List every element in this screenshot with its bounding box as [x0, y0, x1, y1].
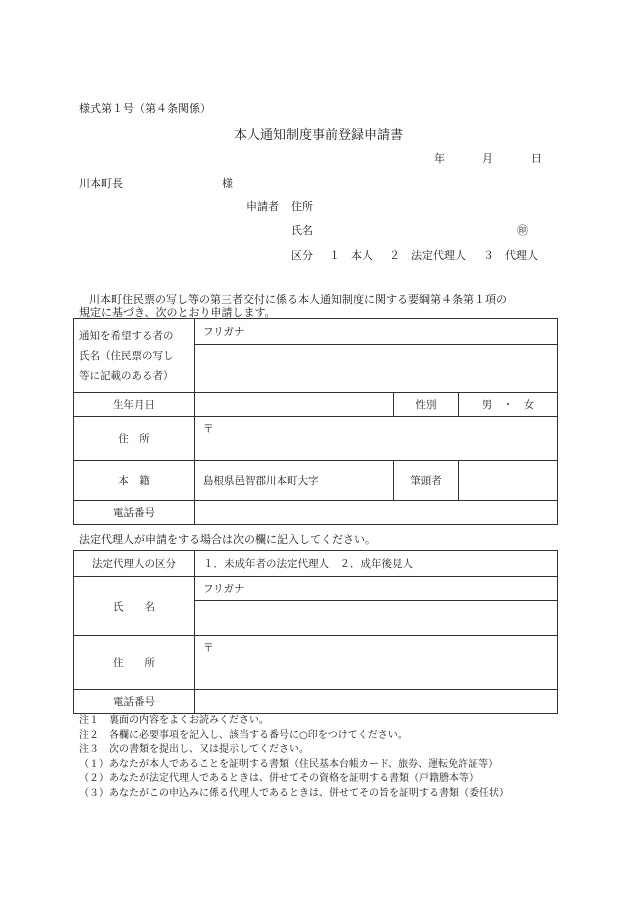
date-day-label: 日: [531, 152, 542, 165]
notify-furigana-field[interactable]: [195, 319, 558, 345]
notify-phone-field[interactable]: [195, 501, 558, 525]
household-head-field[interactable]: [459, 461, 558, 501]
postal-mark: 〒: [203, 642, 214, 654]
note-item: （２）あなたが法定代理人であるときは、併せてその資格を証明する書類（戸籍謄本等）: [79, 773, 479, 784]
notify-name-field[interactable]: [195, 345, 558, 393]
domicile-field[interactable]: [195, 461, 394, 501]
postal-mark: 〒: [203, 423, 214, 435]
applicant-category-label: 区分: [291, 249, 313, 262]
seal-mark: ㊞: [517, 224, 528, 237]
household-head-label: 筆頭者: [394, 461, 459, 501]
applicant-label: 申請者: [246, 200, 279, 213]
legal-rep-table: [73, 550, 558, 714]
category-option-agent[interactable]: ３ 代理人: [483, 249, 538, 262]
notify-address-label: 住 所: [74, 417, 195, 461]
intro-line-2: 規定に基づき、次のとおり申請します。: [79, 306, 276, 319]
domicile-value: 島根県邑智郡川本町大字: [203, 475, 319, 487]
applicant-address-label: 住所: [291, 200, 313, 213]
furigana-label: フリガナ: [203, 326, 245, 338]
notify-name-label-line: 等に記載のある者）: [79, 369, 174, 382]
legal-rep-address-field[interactable]: [195, 636, 558, 690]
gender-label: 性別: [394, 393, 459, 417]
notify-name-label: [74, 319, 195, 393]
birthdate-field[interactable]: [195, 393, 394, 417]
legal-rep-address-label: 住 所: [74, 636, 195, 690]
note-item: 注３ 次の書類を提出し、又は提示してください。: [79, 744, 309, 755]
legal-rep-phone-label: 電話番号: [74, 690, 195, 714]
intro-line-1: 川本町住民票の写し等の第三者交付に係る本人通知制度に関する要綱第４条第１項の: [89, 293, 507, 306]
category-option-legal-rep[interactable]: ２ 法定代理人: [389, 249, 466, 262]
notification-person-table: [73, 318, 558, 525]
note-item: （１）あなたが本人であることを証明する書類（住民基本台帳カード、旅券、運転免許証等）: [79, 758, 499, 770]
legal-rep-name-label: 氏 名: [74, 577, 195, 636]
legal-rep-furigana-field[interactable]: [195, 577, 558, 601]
category-option-self[interactable]: １ 本人: [329, 249, 373, 262]
date-month-label: 月: [482, 152, 493, 165]
notify-name-label-line: 氏名（住民票の写し: [79, 349, 174, 362]
notify-phone-label: 電話番号: [74, 501, 195, 525]
gender-options[interactable]: 男 ・ 女: [459, 393, 558, 417]
domicile-label: 本 籍: [74, 461, 195, 501]
applicant-name-label: 氏名: [291, 224, 313, 237]
legal-rep-phone-field[interactable]: [195, 690, 558, 714]
form-title: 本人通知制度事前登録申請書: [234, 128, 404, 143]
addressee-honorific: 様: [222, 177, 233, 190]
note-item: 注２ 各欄に必要事項を記入し、該当する番号に○印をつけてください。: [79, 729, 408, 741]
notes-section: [79, 714, 509, 801]
birthdate-label: 生年月日: [74, 393, 195, 417]
notify-name-label-line: 通知を希望する者の: [79, 329, 174, 342]
note-item: （３）あなたがこの申込みに係る代理人であるときは、併せてその旨を証明する書類（委任状）: [79, 787, 509, 799]
legal-rep-instruction: 法定代理人が申請をする場合は次の欄に記入してください。: [79, 533, 376, 546]
legal-rep-category-options[interactable]: １．未成年者の法定代理人 ２．成年後見人: [195, 551, 558, 577]
legal-rep-category-label: 法定代理人の区分: [74, 551, 195, 577]
note-item: 注１ 裏面の内容をよくお読みください。: [79, 715, 269, 726]
form-number: 様式第１号（第４条関係）: [79, 102, 211, 115]
addressee-name: 川本町長: [79, 177, 123, 190]
date-year-label: 年: [434, 152, 445, 165]
notify-address-field[interactable]: [195, 417, 558, 461]
furigana-label: フリガナ: [203, 583, 245, 595]
legal-rep-name-field[interactable]: [195, 601, 558, 636]
